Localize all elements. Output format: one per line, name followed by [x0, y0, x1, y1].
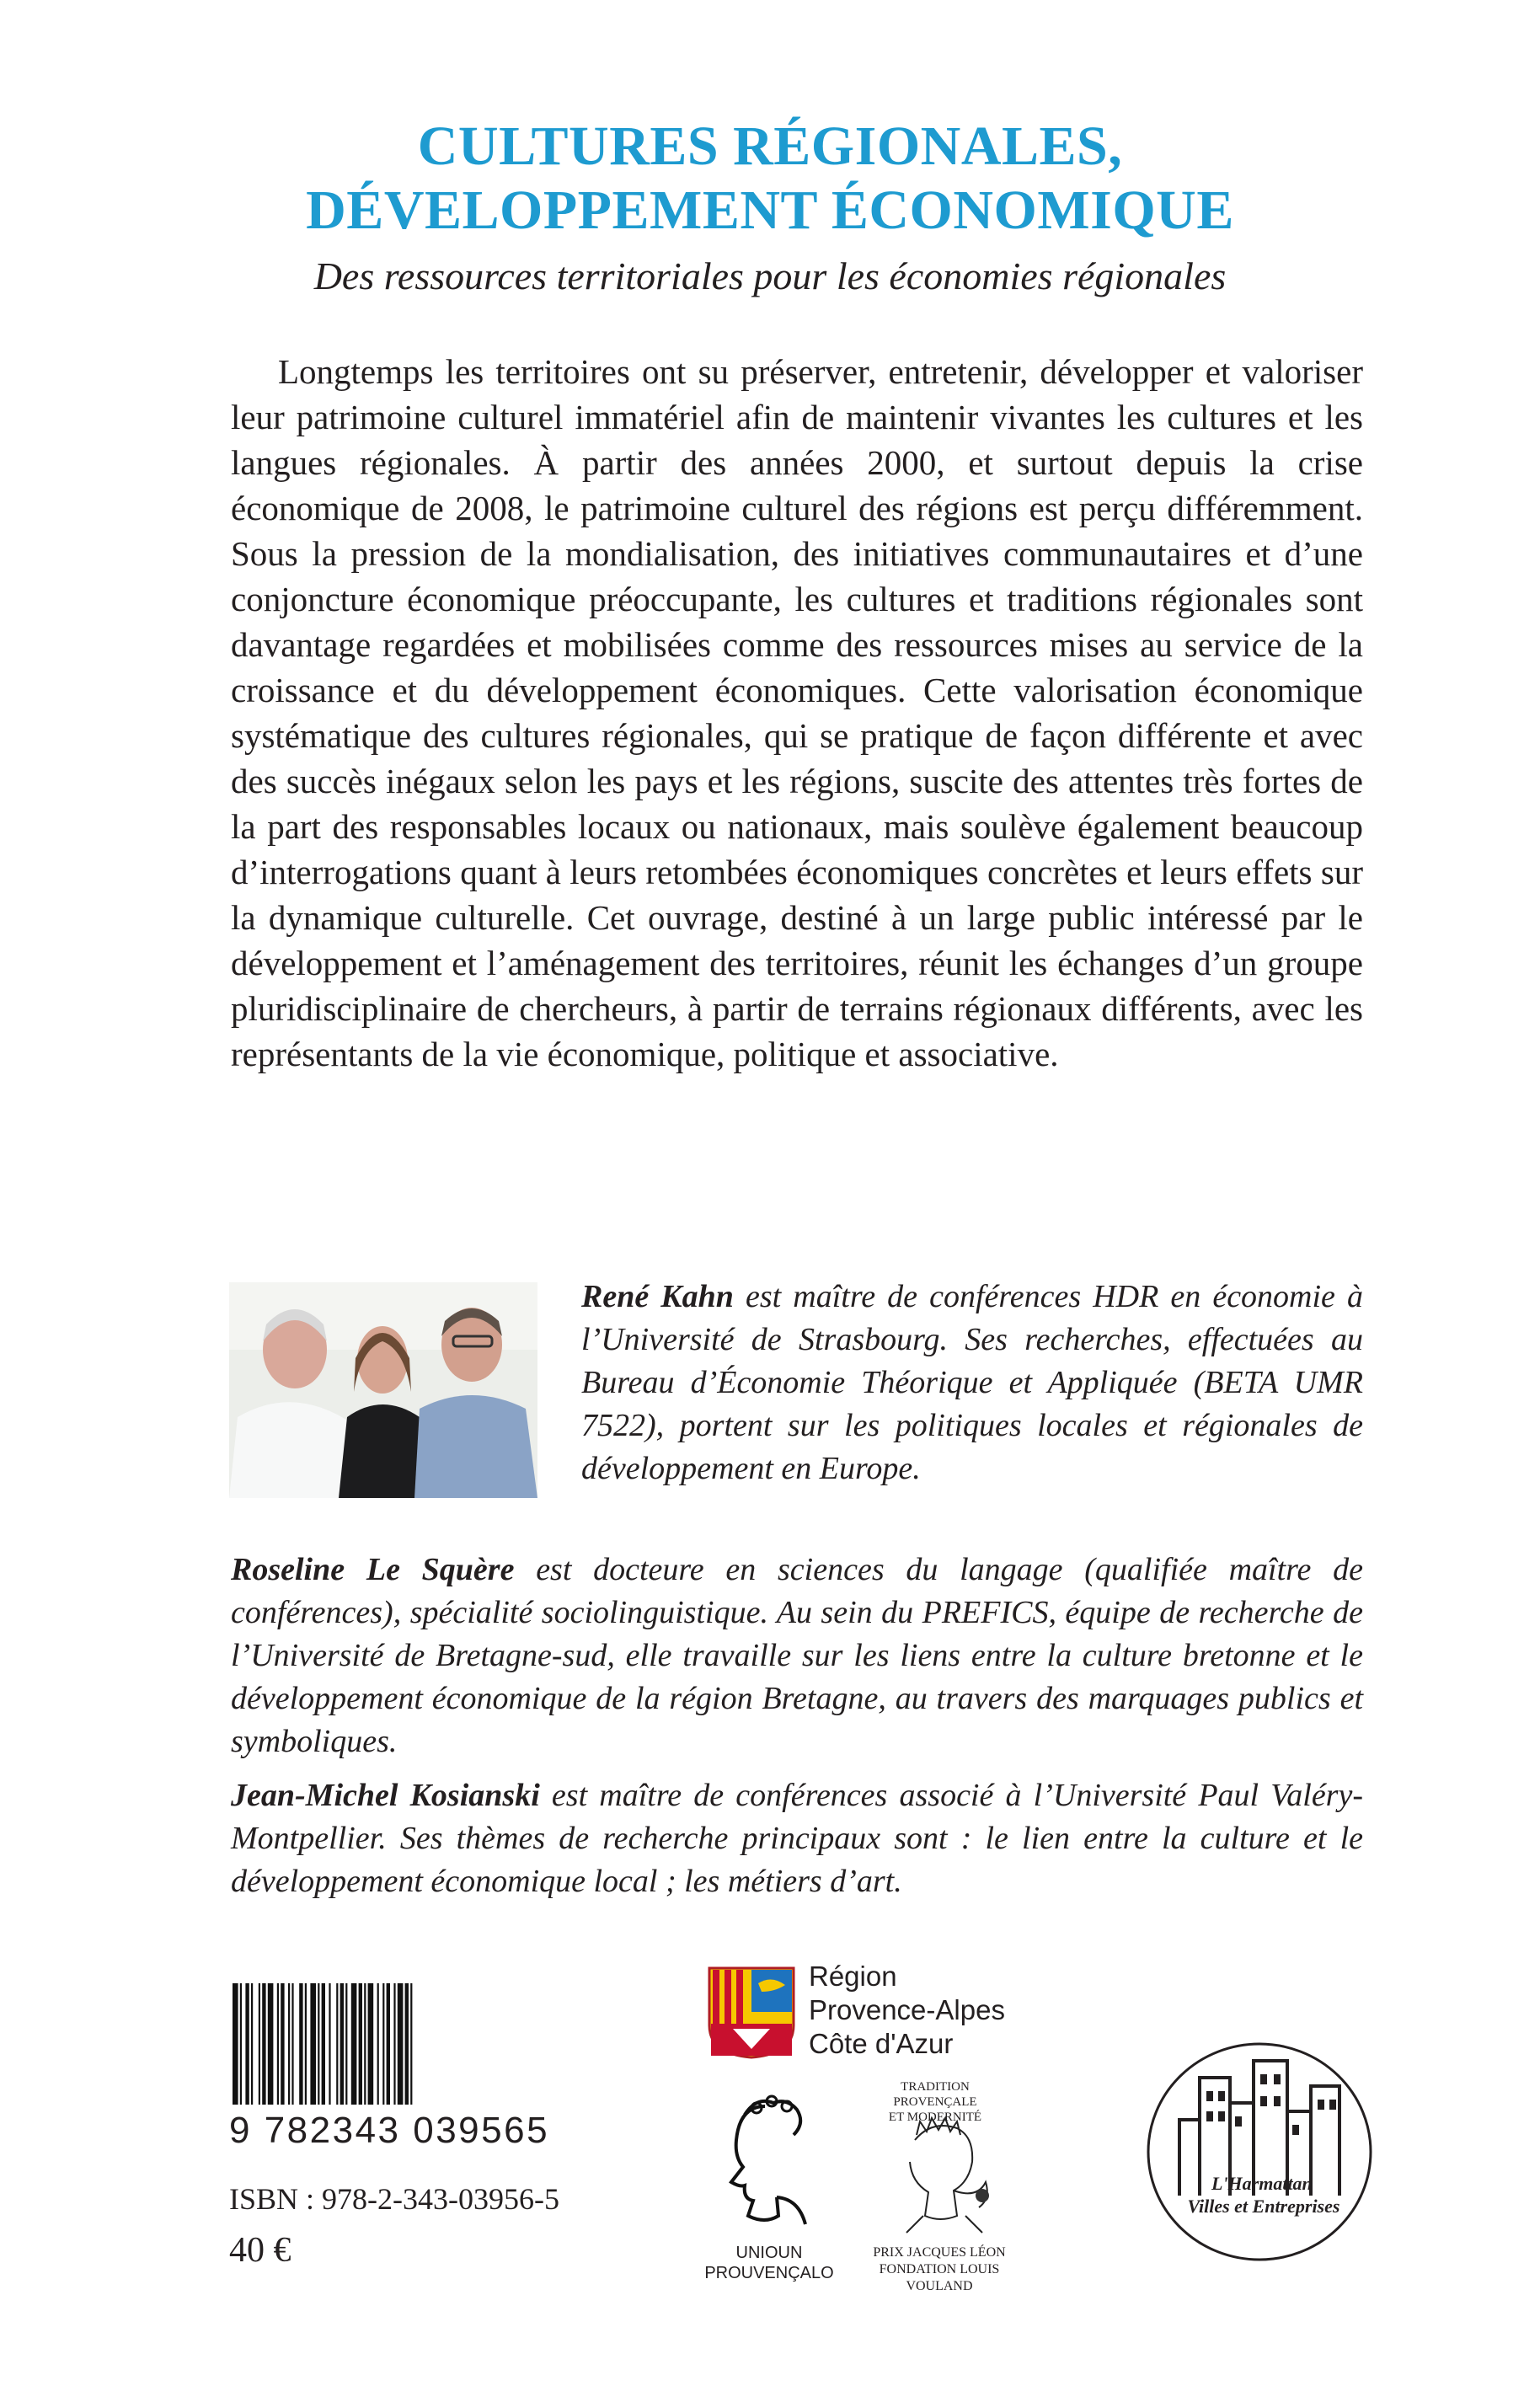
region-crest-icon — [708, 1966, 795, 2059]
title-line-1: CULTURES RÉGIONALES, — [417, 115, 1123, 177]
author-bio-kosianski — [231, 1774, 1363, 1903]
tradition-provencale-logo — [873, 2115, 1008, 2241]
description-paragraph: Longtemps les territoires ont su préserver, entretenir, développer et valoriser leur patrimoine culturel immatériel afin de maintenir vivantes les cultures et les langues régionales. À partir des années 2000, et surtout depuis la crise économique de 2008, le patrimoine culturel des régions est perçu différemment. Sous la pression de la mondialisation, des initiatives communautaires et d’une conjoncture économique préoccupante, les cultures et traditions régionales sont davantage regardées et mobilisées comme des ressources mises au service de la croissance et du développement économiques. Cette valorisation économique systématique des cultures régionales, qui se pratique de façon différente et avec des succès inégaux selon les pays et les régions, suscite des attentes très fortes de la part des responsables locaux ou nationaux, mais soulève également beaucoup d’interrogations quant à leurs retombées économiques concrètes et leurs effets sur la dynamique culturelle. Cet ouvrage, destiné à un large public intéressé par le développement et l’aménagement des territoires, réunit les échanges d’un groupe pluridisciplinaire de chercheurs, à partir de terrains régionaux différents, avec les représentants de la vie économique, politique et associative. — [231, 352, 1363, 1073]
authors-photo — [229, 1282, 537, 1498]
author-bio-le-squere — [231, 1549, 1363, 1763]
author-name: Jean-Michel Kosianski — [231, 1778, 540, 1813]
author-bio-kahn — [581, 1276, 1363, 1490]
subtitle: Des ressources territoriales pour les économies régionales — [313, 254, 1227, 297]
author-name: René Kahn — [581, 1279, 734, 1314]
title-line-2: DÉVELOPPEMENT ÉCONOMIQUE — [306, 179, 1234, 241]
unioun-prouvencalo-logo — [706, 2089, 832, 2241]
author-bio-text: est maître de conférences associé à l’Université Paul Valéry-Montpellier. Ses thèmes de recherche principaux sont : le lien entre la culture et le développement économique local ; les métiers d’art. — [231, 1778, 1363, 1899]
author-bio-text: est maître de conférences HDR en économie à l’Université de Strasbourg. Ses recherches, effectuées au Bureau d’Économie Théorique et Appliquée (BETA UMR 7522), portent sur les politiques locales et régionales de développement en Europe. — [581, 1279, 1363, 1486]
region-name: Région Provence-Alpes Côte d'Azur — [809, 1961, 1005, 2059]
barcode-number: 9 782343 039565 — [229, 2110, 550, 2151]
author-bio-text: est docteure en sciences du langage (qualifiée maître de conférences), spécialité sociolinguistique. Au sein du PREFICS, équipe de recherche de l’Université de Bretagne-sud, elle travaille sur les liens entre la culture bretonne et le développement économique de la région Bretagne, au travers des marquages publics et symboliques. — [231, 1552, 1363, 1759]
publisher-name: L'Harmattan — [1211, 2173, 1313, 2194]
barcode — [229, 1983, 564, 2105]
unioun-prouvencalo-text: UNIOUN PROUVENÇALO — [704, 2244, 834, 2282]
tradition-text: TRADITION PROVENÇALE ET MODERNITÉ — [888, 2080, 982, 2124]
author-name: Roseline Le Squère — [231, 1552, 515, 1587]
isbn: ISBN : 978-2-343-03956-5 — [229, 2182, 559, 2216]
harmattan-logo — [1146, 2027, 1373, 2263]
prix-jacques-leon-text: PRIX JACQUES LÉON FONDATION LOUIS VOULAND — [873, 2245, 1006, 2293]
price: 40 € — [229, 2231, 291, 2270]
publisher-collection: Villes et Entreprises — [1187, 2196, 1340, 2217]
